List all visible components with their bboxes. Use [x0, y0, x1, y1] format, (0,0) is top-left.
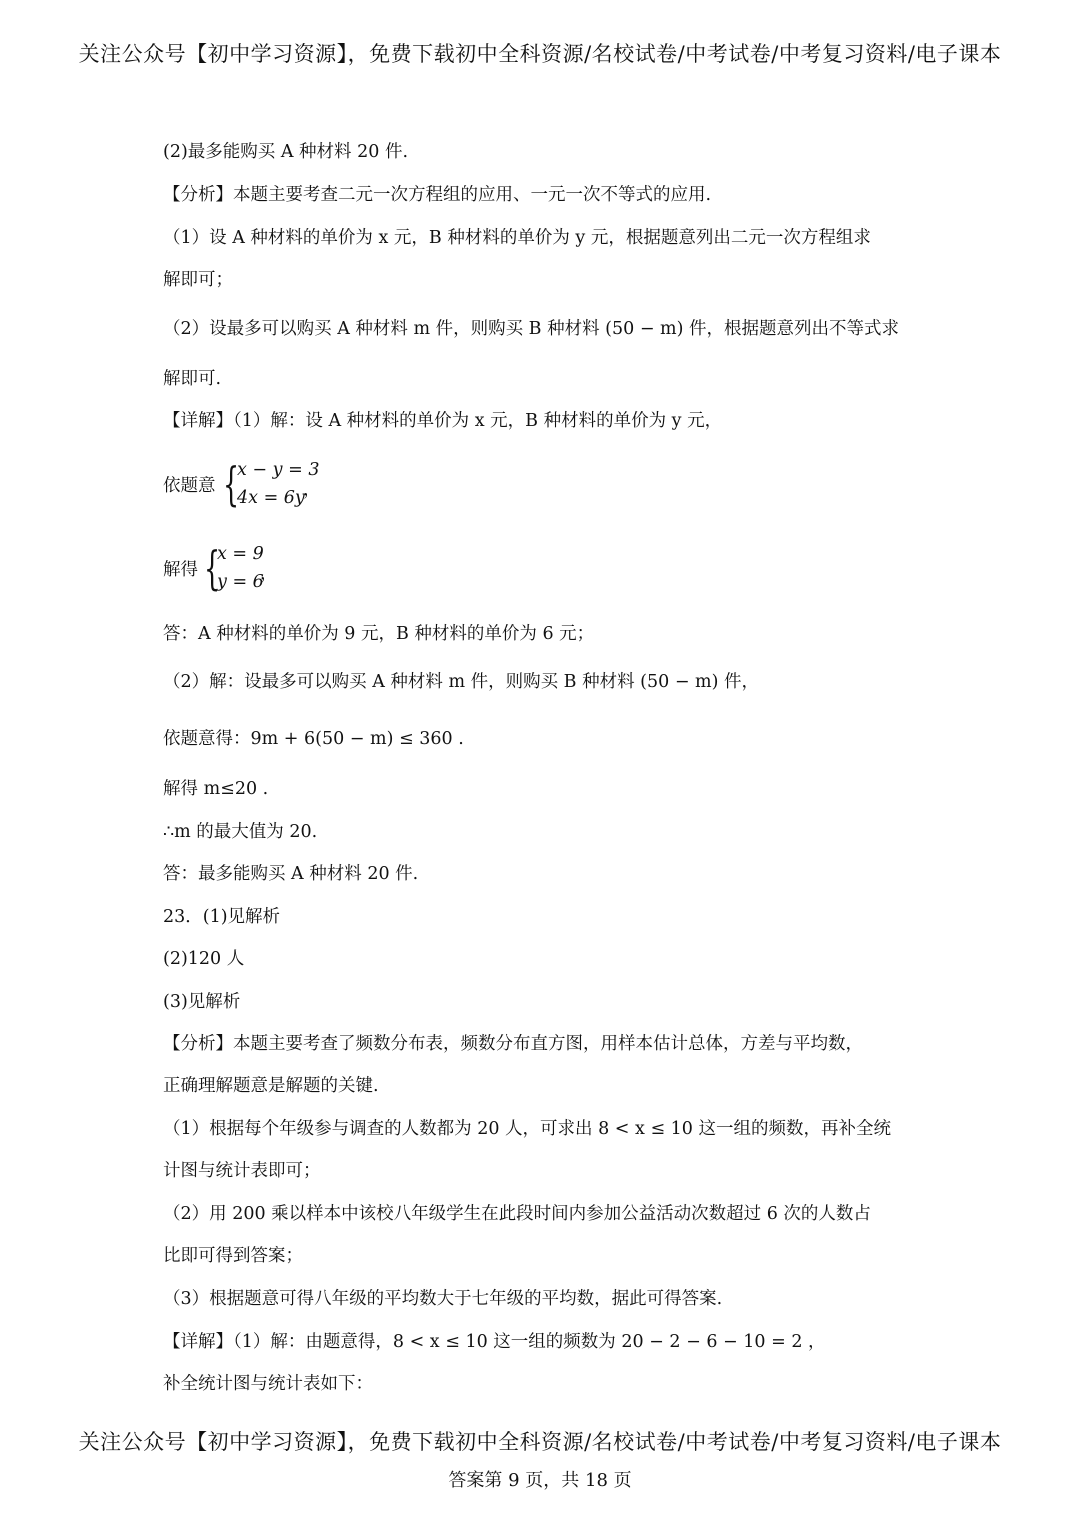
text-line: （1）根据每个年级参与调查的人数都为 20 人，可求出 8 < x ≤ 10 这一组的频数，再补全统 — [163, 1119, 891, 1139]
text-line: （1）设 A 种材料的单价为 x 元，B 种材料的单价为 y 元，根据题意列出二元一次方程组求 — [163, 228, 871, 248]
text-line: （2）解：设最多可以购买 A 种材料 m 件，则购买 B 种材料 (50 − m) 件， — [163, 672, 760, 692]
text-line: 23．(1)见解析 — [163, 907, 281, 927]
text-line: 依题意得：9m + 6(50 − m) ≤ 360 . — [163, 729, 464, 749]
text-line: (2)最多能购买 A 种材料 20 件. — [163, 142, 409, 162]
text-line: 解即可. — [163, 369, 222, 389]
text-line: （2）用 200 乘以样本中该校八年级学生在此段时间内参加公益活动次数超过 6 次的人数占 — [163, 1204, 871, 1224]
text-line: 【分析】本题主要考查了频数分布表，频数分布直方图，用样本估计总体，方差与平均数， — [163, 1034, 863, 1054]
text-line: （3）根据题意可得八年级的平均数大于七年级的平均数，据此可得答案. — [163, 1289, 723, 1309]
text-line: 解即可； — [163, 270, 233, 290]
text-line: (2)120 人 — [163, 949, 245, 969]
text-line: 【详解】（1）解：设 A 种材料的单价为 x 元，B 种材料的单价为 y 元， — [163, 411, 723, 431]
equation-row: x = 9 — [217, 544, 264, 564]
header-banner: 关注公众号【初中学习资源】，免费下载初中全科资源/名校试卷/中考试卷/中考复习资料/电子课本 — [78, 42, 1002, 66]
equation-tail: ， — [260, 564, 278, 584]
text-line: （2）设最多可以购买 A 种材料 m 件，则购买 B 种材料 (50 − m) 件，根据题意列出不等式求 — [163, 319, 900, 339]
equation-row: 4x = 6y — [237, 488, 305, 508]
equation-row: x − y = 3 — [237, 460, 320, 480]
text-line: 【分析】本题主要考查二元一次方程组的应用、一元一次不等式的应用. — [163, 185, 712, 205]
text-line: 正确理解题意是解题的关键. — [163, 1076, 379, 1096]
text-line: 解得 m≤20 . — [163, 779, 269, 799]
footer-banner: 关注公众号【初中学习资源】，免费下载初中全科资源/名校试卷/中考试卷/中考复习资料/电子课本 — [78, 1430, 1002, 1454]
text-line: 比即可得到答案； — [163, 1246, 303, 1266]
equation-label: 依题意 — [163, 476, 216, 496]
equation-rows — [217, 540, 264, 596]
text-line: 【详解】（1）解：由题意得，8 < x ≤ 10 这一组的频数为 20 − 2 − 6 − 10 = 2 ， — [163, 1332, 826, 1352]
text-line: 补全统计图与统计表如下： — [163, 1374, 373, 1394]
text-line: 计图与统计表即可； — [163, 1161, 321, 1181]
text-line: 答：最多能购买 A 种材料 20 件. — [163, 864, 419, 884]
brace-icon: { — [204, 541, 221, 595]
equation-tail: ， — [303, 480, 321, 500]
text-line: ∴m 的最大值为 20. — [163, 822, 318, 842]
page-number: 答案第 9 页，共 18 页 — [448, 1470, 632, 1491]
text-line: 答：A 种材料的单价为 9 元，B 种材料的单价为 6 元； — [163, 624, 595, 644]
equation-row: y = 6 — [217, 572, 264, 592]
equation-label: 解得 — [163, 560, 198, 580]
text-line: (3)见解析 — [163, 992, 241, 1012]
brace-icon: { — [223, 457, 240, 511]
